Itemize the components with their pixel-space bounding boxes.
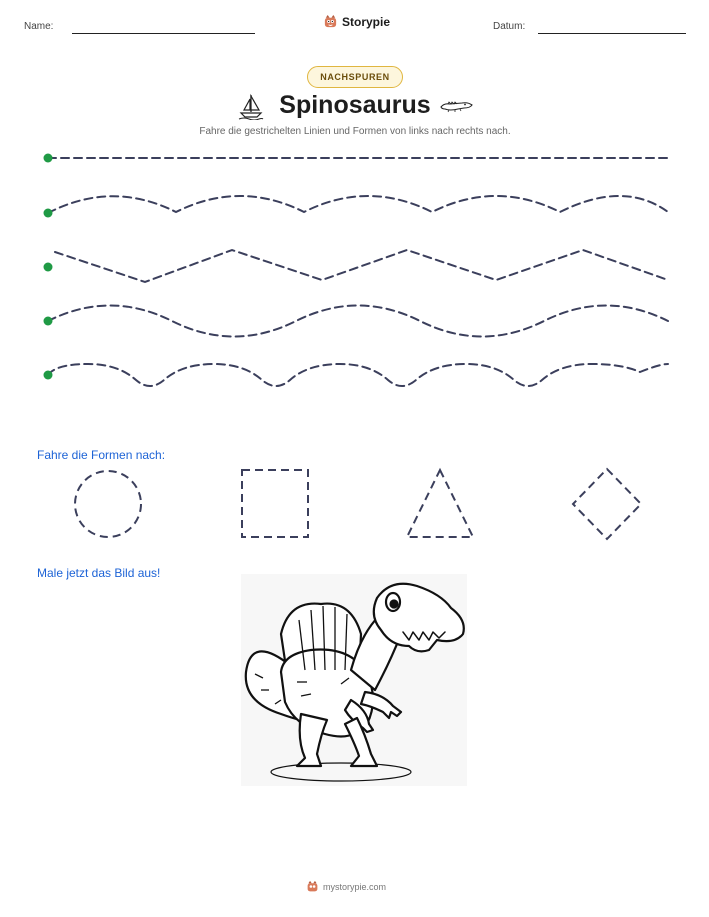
instructions-text: Fahre die gestrichelten Linien und Formen von links nach rechts nach. [199,126,511,137]
start-dot-1 [44,154,53,163]
storypie-mascot-icon [323,14,338,29]
tracing-line-zigzag[interactable] [55,250,668,282]
name-field-line[interactable] [72,33,255,34]
footer-url[interactable]: mystorypie.com [323,881,387,892]
brand-logo [323,14,390,29]
start-dot-2 [44,209,53,218]
brand-name: Storypie [342,14,391,29]
tracing-lines-area [0,140,709,400]
date-label: Datum: [493,21,526,32]
tracing-shape-diamond[interactable] [573,469,641,539]
tracing-shapes-area [60,465,660,545]
storypie-mascot-icon [306,880,319,893]
page-title: Spinosaurus [279,91,431,119]
tracing-line-wave-2[interactable] [48,306,668,337]
tracing-shape-square[interactable] [242,470,308,537]
activity-badge: NACHSPUREN [307,66,403,88]
start-dot-4 [44,317,53,326]
coloring-section-label: Male jetzt das Bild aus! [37,566,161,580]
tracing-line-wave[interactable] [48,196,668,213]
date-field-line[interactable] [538,33,686,34]
crocodile-icon [440,99,473,113]
name-label: Name: [24,21,54,32]
tracing-line-bumps[interactable] [48,364,668,386]
spinosaurus-coloring-image[interactable] [241,574,467,786]
tracing-shape-triangle[interactable] [407,470,473,537]
footer [306,880,386,893]
tracing-shape-circle[interactable] [75,471,141,537]
start-dot-5 [44,371,53,380]
shapes-section-label: Fahre die Formen nach: [37,448,166,462]
start-dot-3 [44,263,53,272]
